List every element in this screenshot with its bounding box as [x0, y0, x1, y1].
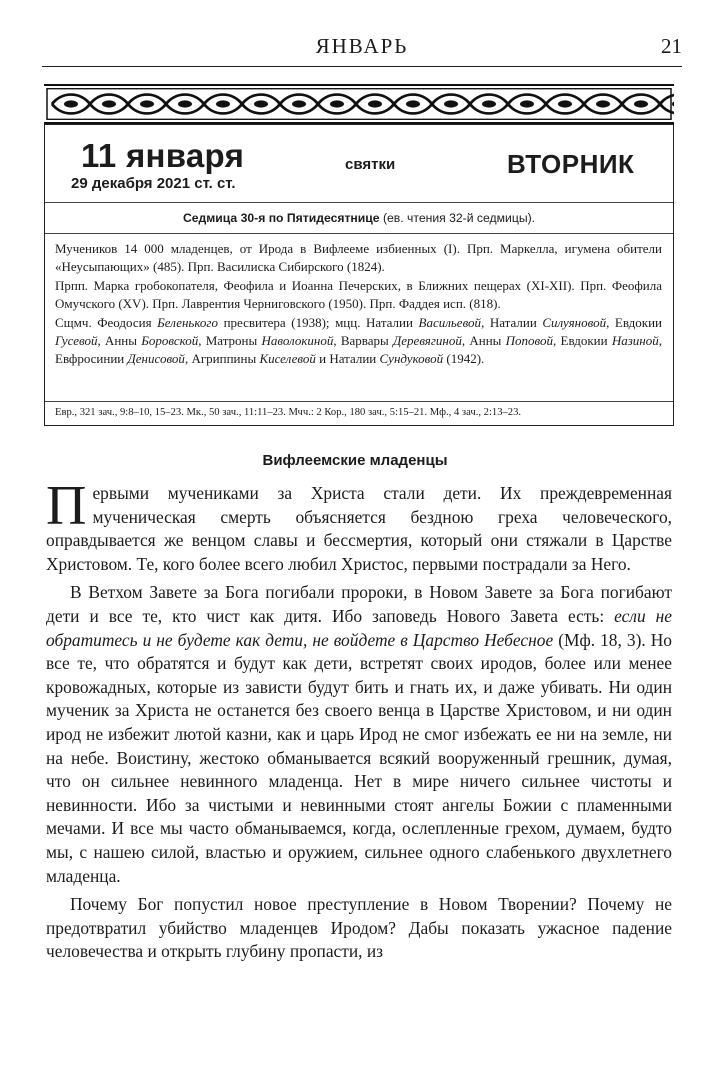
liturgical-period: святки: [345, 156, 396, 173]
text-run: , Наталии: [481, 314, 543, 330]
italic-run: Назиной: [611, 333, 659, 349]
calendar-box: [44, 124, 674, 426]
text-run: , Варвары: [333, 333, 394, 349]
drop-cap: П: [46, 475, 87, 537]
article-paragraph-1-text: ервыми мучениками за Христа стали дети. Их преждевременная мученическая смерть объясняется бездною греха человеческого, оправдывается же венцом славы и бессмертия, который они стяжали в Царстве Христовом. Те, кого более всего любил Христос, первыми пострадали за Него.: [46, 483, 672, 574]
italic-run: Киселевой: [259, 351, 316, 367]
text-run: Сщмч. Феодосия: [55, 314, 158, 330]
page-number: 21: [661, 34, 682, 58]
saints-list: [45, 234, 673, 402]
italic-run: если не обратитесь и не будете как дети, не войдете в Царство Небесное: [46, 605, 672, 650]
saints-paragraph-1: Мучеников 14 000 младенцев, от Ирода в Вифлееме избиенных (I). Прп. Маркелла, игумена обители «Неусыпающих» (485). Прп. Василиска Сибирского (1824).: [55, 241, 662, 275]
week-name: Седмица 30-я по Пятидесятнице: [182, 211, 380, 225]
text-run: , Евдокии: [606, 314, 662, 330]
saints-paragraph-2: Прпп. Марка гробокопателя, Феофила и Иоанна Печерских, в Ближних пещерах (XI-XII). Прп. Феофила Омучского (XV). Прп. Лаврентия Черниговского (1950). Прп. Фаддея исп. (818).: [55, 277, 662, 312]
running-head: [42, 34, 682, 64]
italic-run: Боровской: [141, 333, 199, 349]
italic-run: Васильевой: [418, 314, 482, 330]
italic-run: Сундуковой: [379, 351, 444, 367]
text-run: , Евдокии: [553, 333, 612, 349]
article-body: [46, 475, 672, 969]
ornament-pattern: [44, 86, 674, 122]
italic-run: Беленького: [157, 314, 219, 330]
scripture-readings: Евр., 321 зач., 9:8–10, 15–23. Мк., 50 зач., 11:11–23. Мчч.: 2 Кор., 180 зач., 5:15–21. Мф., 4 зач., 2:13–23.: [55, 407, 522, 418]
italic-run: Наволокиной: [261, 333, 334, 349]
text-run: (Мф. 18, 3). Но все те, что обратятся и будут как дети, встретят своих иродов, более или менее кровожадных, которые из зависти будут бить и гнать их, и даже убивать. Ни один мученик за Христа не останется без своего венца в Царстве Христовом, и ни один ирод не избежит лютой казни, как и царь Ирод не смог избежать ее ни на земле, ни на небе. Воистину, жестоко обманывается всякий вооруженный грешник, думая, что он сильнее невинного младенца. Нет в мире ничего сильнее чистоты и невинности. Ибо за чистыми и невинными стоят ангелы Божии с пламенными мечами. И все мы часто обманываемся, когда, ослепленные грехом, думаем, будто мы, с нашею силой, властью и оружием, сильнее одного слабенького двухлетнего младенца.: [46, 629, 672, 886]
italic-run: Гусевой: [55, 333, 98, 349]
article-title: Вифлеемские младенцы: [262, 452, 448, 469]
article-paragraph-1: [46, 475, 672, 576]
old-style-date: 29 декабря 2021 ст. ст.: [71, 175, 236, 192]
saints-paragraph-3: [55, 314, 662, 369]
week-note: (ев. чтения 32-й седмицы).: [379, 211, 536, 225]
calendar-header: [45, 125, 673, 203]
calendar-date: 11 января: [81, 137, 245, 174]
text-run: , Матроны: [198, 333, 262, 349]
article-paragraph-3: Почему Бог попустил новое преступление в Новом Творении? Почему не предотвратил убийство младенцев Иродом? Дабы показать ужасное падение человечества и открыть глубину пропасти, из: [46, 894, 672, 962]
text-run: , Анны: [97, 333, 142, 349]
article-paragraph-2: [46, 581, 672, 888]
text-run: и Наталии: [315, 351, 380, 367]
text-run: , Агриппины: [184, 351, 260, 367]
text-run: (1942).: [443, 351, 485, 367]
text-run: , Евфросинии: [55, 333, 663, 367]
running-head-title: ЯНВАРЬ: [315, 34, 409, 58]
italic-run: Поповой: [505, 333, 554, 349]
week-line: [45, 203, 673, 234]
weekday: ВТОРНИК: [507, 149, 635, 179]
italic-run: Денисовой: [127, 351, 185, 367]
text-run: В Ветхом Завете за Бога погибали пророки, в Новом Завете за Бога погибают дети и все те, кто чист как дитя. Ибо заповедь Нового Завета есть:: [46, 582, 672, 626]
ornamental-band: [44, 84, 674, 124]
text-run: пресвитера (1938); мцц. Наталии: [218, 314, 419, 330]
italic-run: Силуяновой: [542, 314, 607, 330]
header-rule: [42, 66, 682, 67]
text-run: , Анны: [461, 333, 506, 349]
italic-run: Деревягиной: [393, 333, 462, 349]
